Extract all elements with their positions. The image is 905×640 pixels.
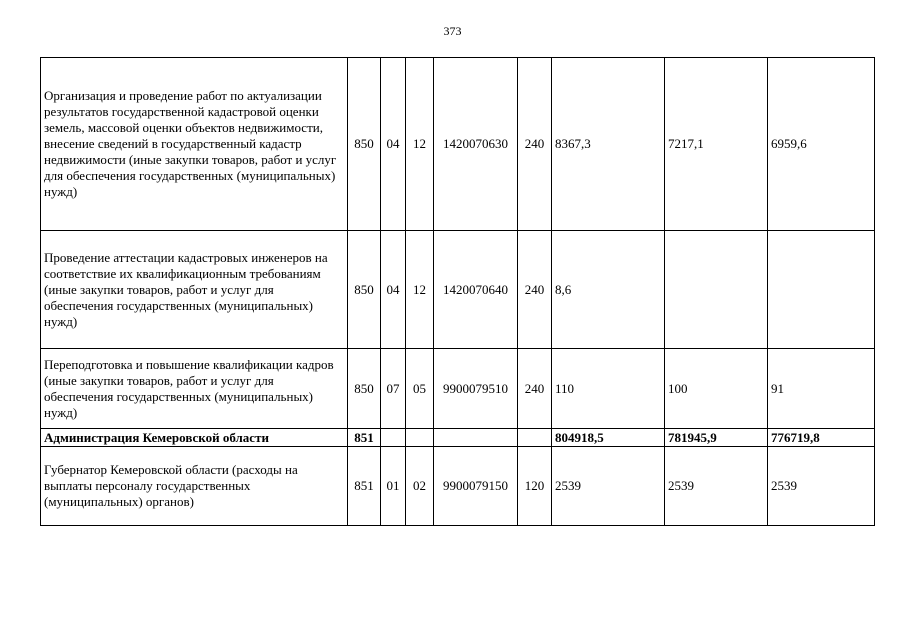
amount-year-2: 7217,1: [665, 58, 768, 231]
target-article-code: 9900079510: [434, 349, 518, 429]
section-code: 01: [381, 447, 406, 526]
table-row: [41, 447, 875, 526]
table-row-total: [41, 429, 875, 447]
row-name: Переподготовка и повышение квалификации кадров (иные закупки товаров, работ и услуг для обеспечения государственных (муниципальных) нужд): [41, 349, 348, 429]
amount-year-1: 804918,5: [552, 429, 665, 447]
amount-year-3: [768, 231, 875, 349]
row-name: Проведение аттестации кадастровых инженеров на соответствие их квалификационным требованиям (иные закупки товаров, работ и услуг для обеспечения государственных (муниципальных) нужд): [41, 231, 348, 349]
subsection-code: 02: [406, 447, 434, 526]
amount-year-1: 8,6: [552, 231, 665, 349]
row-name: Администрация Кемеровской области: [41, 429, 348, 447]
amount-year-2: 2539: [665, 447, 768, 526]
row-name: Организация и проведение работ по актуализации результатов государственной кадастровой оценки земель, массовой оценки объектов недвижимости, внесение сведений в государственный кадастр недвижимости (иные закупки товаров, работ и услуг для обеспечения государственных (муниципальных) нужд): [41, 58, 348, 231]
target-article-code: 1420070640: [434, 231, 518, 349]
table-row: [41, 58, 875, 231]
ministry-code: 850: [348, 231, 381, 349]
subsection-code: 12: [406, 231, 434, 349]
amount-year-3: 776719,8: [768, 429, 875, 447]
amount-year-1: 110: [552, 349, 665, 429]
amount-year-2: [665, 231, 768, 349]
ministry-code: 851: [348, 447, 381, 526]
target-article-code: [434, 429, 518, 447]
ministry-code: 850: [348, 58, 381, 231]
amount-year-1: 2539: [552, 447, 665, 526]
target-article-code: 9900079150: [434, 447, 518, 526]
section-code: 07: [381, 349, 406, 429]
section-code: 04: [381, 231, 406, 349]
section-code: 04: [381, 58, 406, 231]
expense-type-code: 120: [518, 447, 552, 526]
expense-type-code: 240: [518, 349, 552, 429]
subsection-code: [406, 429, 434, 447]
expense-type-code: 240: [518, 231, 552, 349]
row-name: Губернатор Кемеровской области (расходы на выплаты персоналу государственных (муниципальных) органов): [41, 447, 348, 526]
page-number: 373: [443, 24, 462, 38]
ministry-code: 850: [348, 349, 381, 429]
expense-type-code: 240: [518, 58, 552, 231]
amount-year-2: 781945,9: [665, 429, 768, 447]
amount-year-1: 8367,3: [552, 58, 665, 231]
section-code: [381, 429, 406, 447]
table-row: [41, 349, 875, 429]
budget-table: [40, 57, 875, 526]
target-article-code: 1420070630: [434, 58, 518, 231]
ministry-code: 851: [348, 429, 381, 447]
amount-year-3: 6959,6: [768, 58, 875, 231]
amount-year-3: 91: [768, 349, 875, 429]
table-row: [41, 231, 875, 349]
amount-year-3: 2539: [768, 447, 875, 526]
subsection-code: 05: [406, 349, 434, 429]
amount-year-2: 100: [665, 349, 768, 429]
expense-type-code: [518, 429, 552, 447]
subsection-code: 12: [406, 58, 434, 231]
